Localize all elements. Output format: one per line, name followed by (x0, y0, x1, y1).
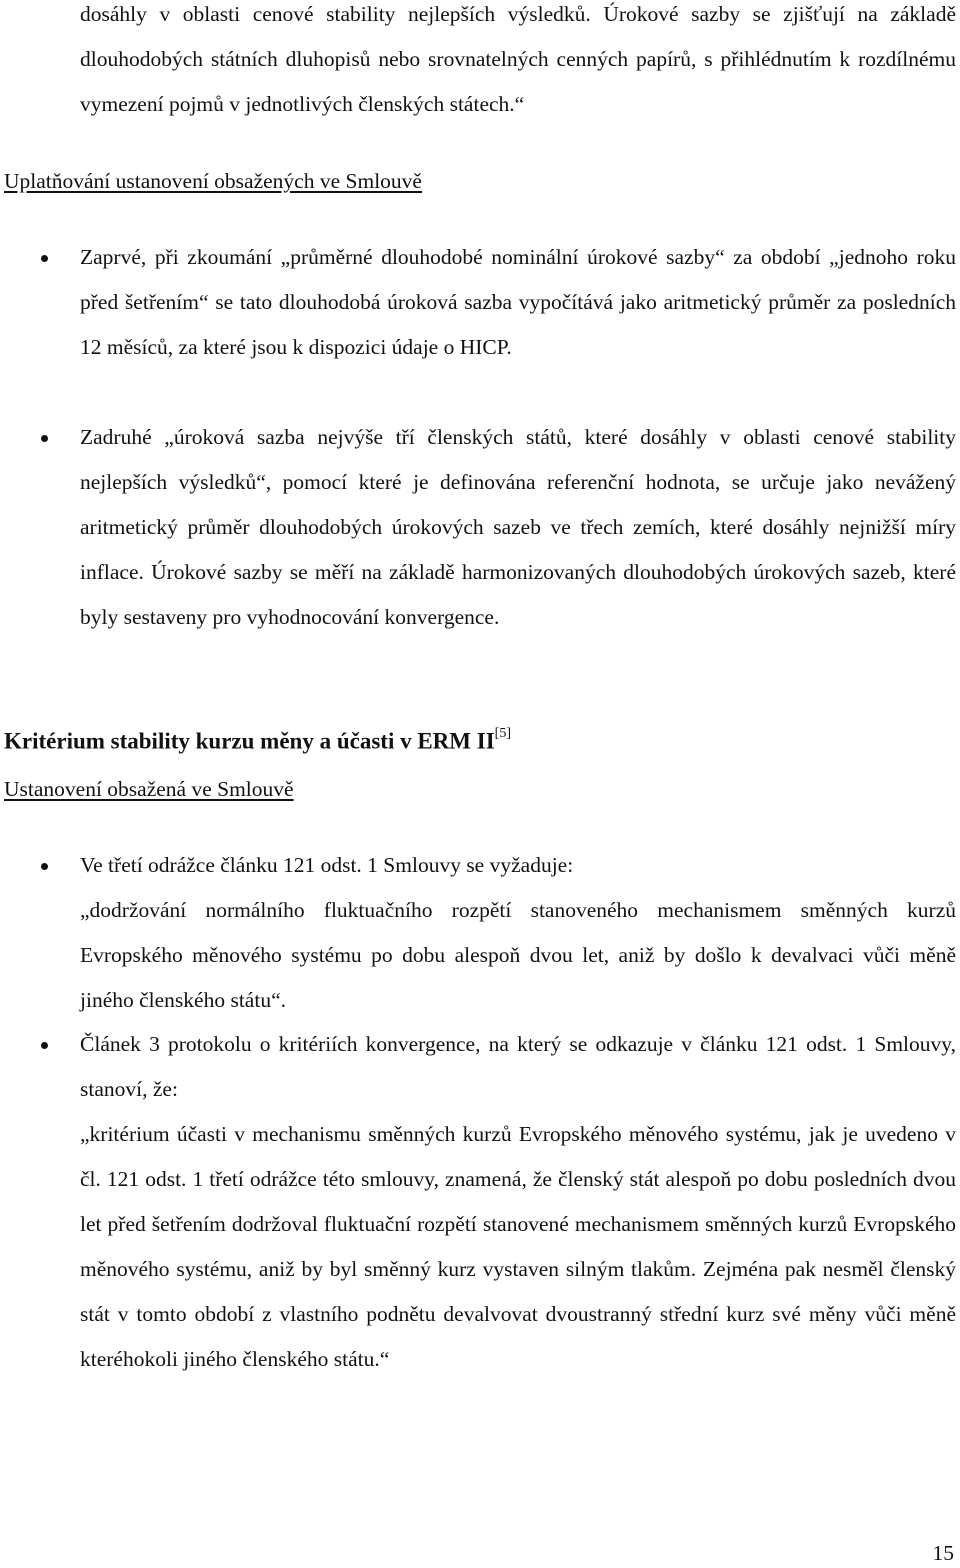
quote-text: „kritérium účasti v mechanismu směnných kurzů Evropského měnového systému, jak je uvedeno v čl. 121 odst. 1 třetí odrážce této smlouvy, znamená, že členský stát alespoň po dobu posledních dvou let před šetřením dodržoval fluktuační rozpětí stanovené mechanismem směnných kurzů Evropského měnového systému, aniž by byl směnný kurz vystaven silným tlakům. Zejména pak nesměl členský stát v tomto období z vlastního podnětu devalvovat dvoustranný střední kurz své měny vůči měně kteréhokoli jiného členského státu.“ (80, 1122, 956, 1371)
bullet-icon (41, 1042, 48, 1049)
quote-text: „dodržování normálního fluktuačního rozpětí stanoveného mechanismem směnných kurzů Evropského měnového systému po dobu alespoň dvou let, aniž by došlo k devalvaci vůči měně jiného členského státu“. (80, 898, 956, 1012)
bullet-icon (41, 435, 48, 442)
bullet-text: Zadruhé „úroková sazba nejvýše tří členských států, které dosáhly v oblasti cenové stability nejlepších výsledků“, pomocí které je definována referenční hodnota, se určuje jako nevážený aritmetický průměr dlouhodobých úrokových sazeb ve třech zemích, které dosáhly nejnižší míry inflace. Úrokové sazby se měří na základě harmonizovaných dlouhodobých úrokových sazeb, které byly sestaveny pro vyhodnocování konvergence. (80, 425, 956, 629)
bullet-icon (41, 255, 48, 262)
bullet-text: Článek 3 protokolu o kritériích konvergence, na který se odkazuje v článku 121 odst. 1 Smlouvy, stanoví, že: (80, 1032, 956, 1101)
section2-subheading: Ustanovení obsažená ve Smlouvě (4, 777, 294, 801)
intro-paragraph: dosáhly v oblasti cenové stability nejlepších výsledků. Úrokové sazby se zjišťují na základě dlouhodobých státních dluhopisů nebo srovnatelných cenných papírů, s přihlédnutím k rozdílnému vymezení pojmů v jednotlivých členských státech.“ (80, 2, 956, 116)
bullet-icon (41, 863, 48, 870)
bullet-text: Zaprvé, při zkoumání „průměrné dlouhodobé nominální úrokové sazby“ za období „jednoho roku před šetřením“ se tato dlouhodobá úroková sazba vypočítává jako aritmetický průměr za posledních 12 měsíců, za které jsou k dispozici údaje o HICP. (80, 245, 956, 359)
heading-text: Kritérium stability kurzu měny a účasti v ERM II (4, 728, 495, 754)
section2-heading (4, 722, 511, 757)
bullet-text: Ve třetí odrážce článku 121 odst. 1 Smlouvy se vyžaduje: (80, 853, 574, 877)
page-number: 15 (932, 1541, 954, 1565)
section1-subheading: Uplatňování ustanovení obsažených ve Smlouvě (4, 169, 422, 193)
heading-reference: [5] (494, 726, 511, 741)
